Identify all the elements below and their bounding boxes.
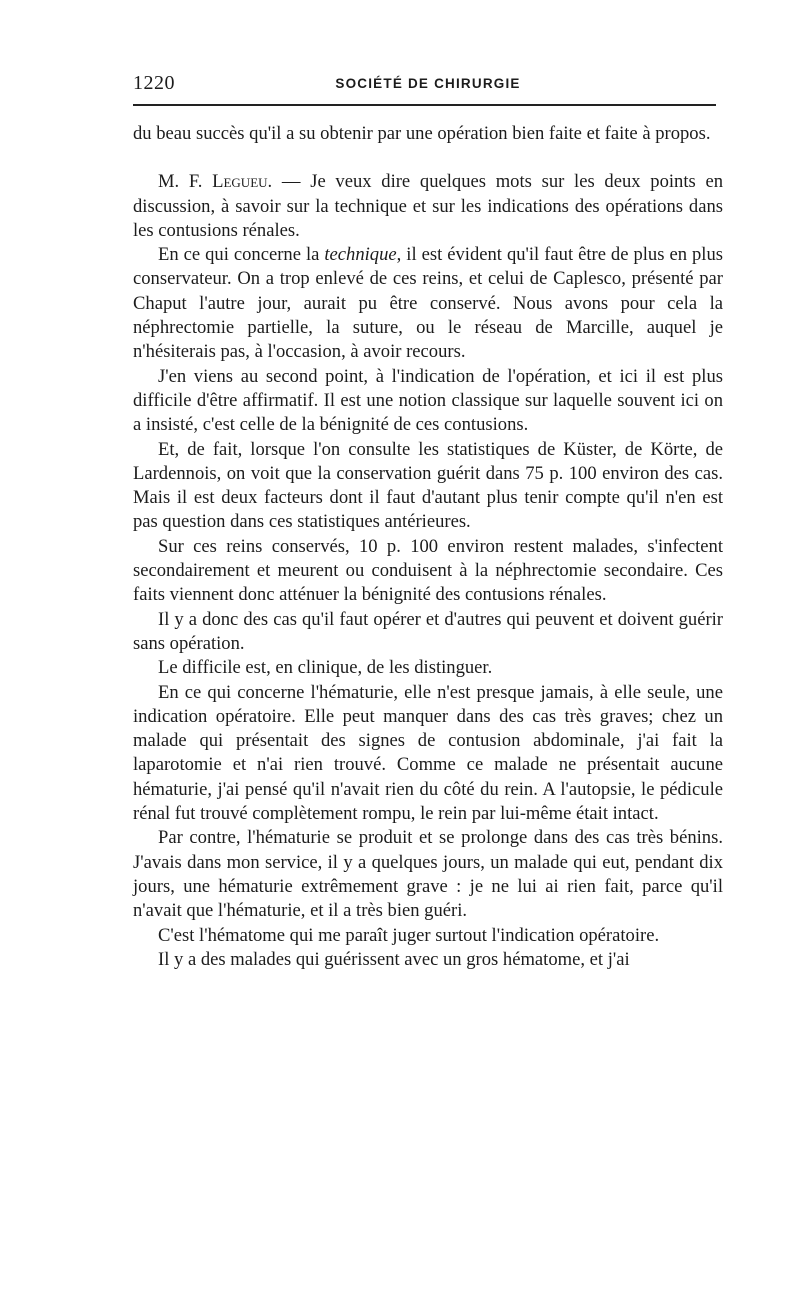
emphasis-technique: technique xyxy=(324,244,397,266)
paragraph-11: C'est l'hématome qui me paraît juger surtout l'indication opératoire. xyxy=(158,924,660,946)
body-text xyxy=(133,122,723,972)
paragraph-1: du beau succès qu'il a su obtenir par une opération bien faite et faite à propos. xyxy=(133,123,711,144)
paragraph-6: Sur ces reins conservés, 10 p. 100 environ restent malades, s'infectent secondairement et meurent ou conduisent à la néphrectomie secondaire. Ces faits viennent donc atténuer la bénignité des contusions rénales. xyxy=(133,535,723,606)
page-number: 1220 xyxy=(133,72,175,94)
paragraph-10: Par contre, l'hématurie se produit et se prolonge dans des cas très bénins. J'avais dans mon service, il y a quelques jours, un malade qui eut, pendant dix jours, une hématurie extrêmement grave : je ne lui ai rien fait, parce qu'il n'avait que l'hématurie, et il a très bien guéri. xyxy=(133,827,723,922)
paragraph-2-text: . — Je veux dire quelques mots sur les deux points en discussion, à savoir sur la technique et sur les indications des opérations dans les contusions rénales. xyxy=(133,171,724,241)
paragraph-3-before: En ce qui concerne la xyxy=(158,244,325,266)
header-rule xyxy=(133,104,716,106)
paragraph-9: En ce qui concerne l'hématurie, elle n'est presque jamais, à elle seule, une indication opératoire. Elle peut manquer dans des cas très graves; chez un malade qui présentait des signes de contusion abdominale, j'ai fait la laparotomie et n'ai rien trouvé. Comme ce malade ne présentait aucune hématurie, j'ai pensé qu'il n'avait rien du côté du rein. A l'autopsie, le pédicule rénal fut trouvé complètement rompu, le rein par lui-même était intact. xyxy=(133,681,723,825)
paragraph-3 xyxy=(133,243,723,364)
page-header xyxy=(133,72,723,102)
speaker-prefix: M. F. xyxy=(158,171,213,193)
paragraph-5: Et, de fait, lorsque l'on consulte les statistiques de Küster, de Körte, de Lardennois, on voit que la conservation guérit dans 75 p. 100 environ des cas. Mais il est deux facteurs dont il faut d'autant plus tenir compte qu'il n'en est pas question dans ces statistiques antérieures. xyxy=(133,438,723,533)
paragraph-7: Il y a donc des cas qu'il faut opérer et d'autres qui peuvent et doivent guérir sans opération. xyxy=(133,608,723,654)
paragraph-2 xyxy=(133,170,723,243)
speaker-name: Legueu xyxy=(212,171,268,193)
running-head: SOCIÉTÉ DE CHIRURGIE xyxy=(335,76,521,91)
paragraph-4: J'en viens au second point, à l'indication de l'opération, et ici il est plus difficile d'être affirmatif. Il est une notion classique sur laquelle souvent ici on a insisté, c'est celle de la bénignité de ces contusions. xyxy=(133,365,723,436)
paragraph-12: Il y a des malades qui guérissent avec un gros hématome, et j'ai xyxy=(158,948,630,970)
paragraph-8: Le difficile est, en clinique, de les distinguer. xyxy=(158,657,493,679)
paragraph-3-after: , il est évident qu'il faut être de plus en plus conservateur. On a trop enlevé de ces reins, et celui de Caplesco, présenté par Chaput l'autre jour, aurait pu être conservé. Nous avons pour cela la néphrectomie partielle, la suture, ou le réseau de Marcille, auquel je n'hésiterais pas, à l'occasion, à avoir recours. xyxy=(133,244,723,363)
